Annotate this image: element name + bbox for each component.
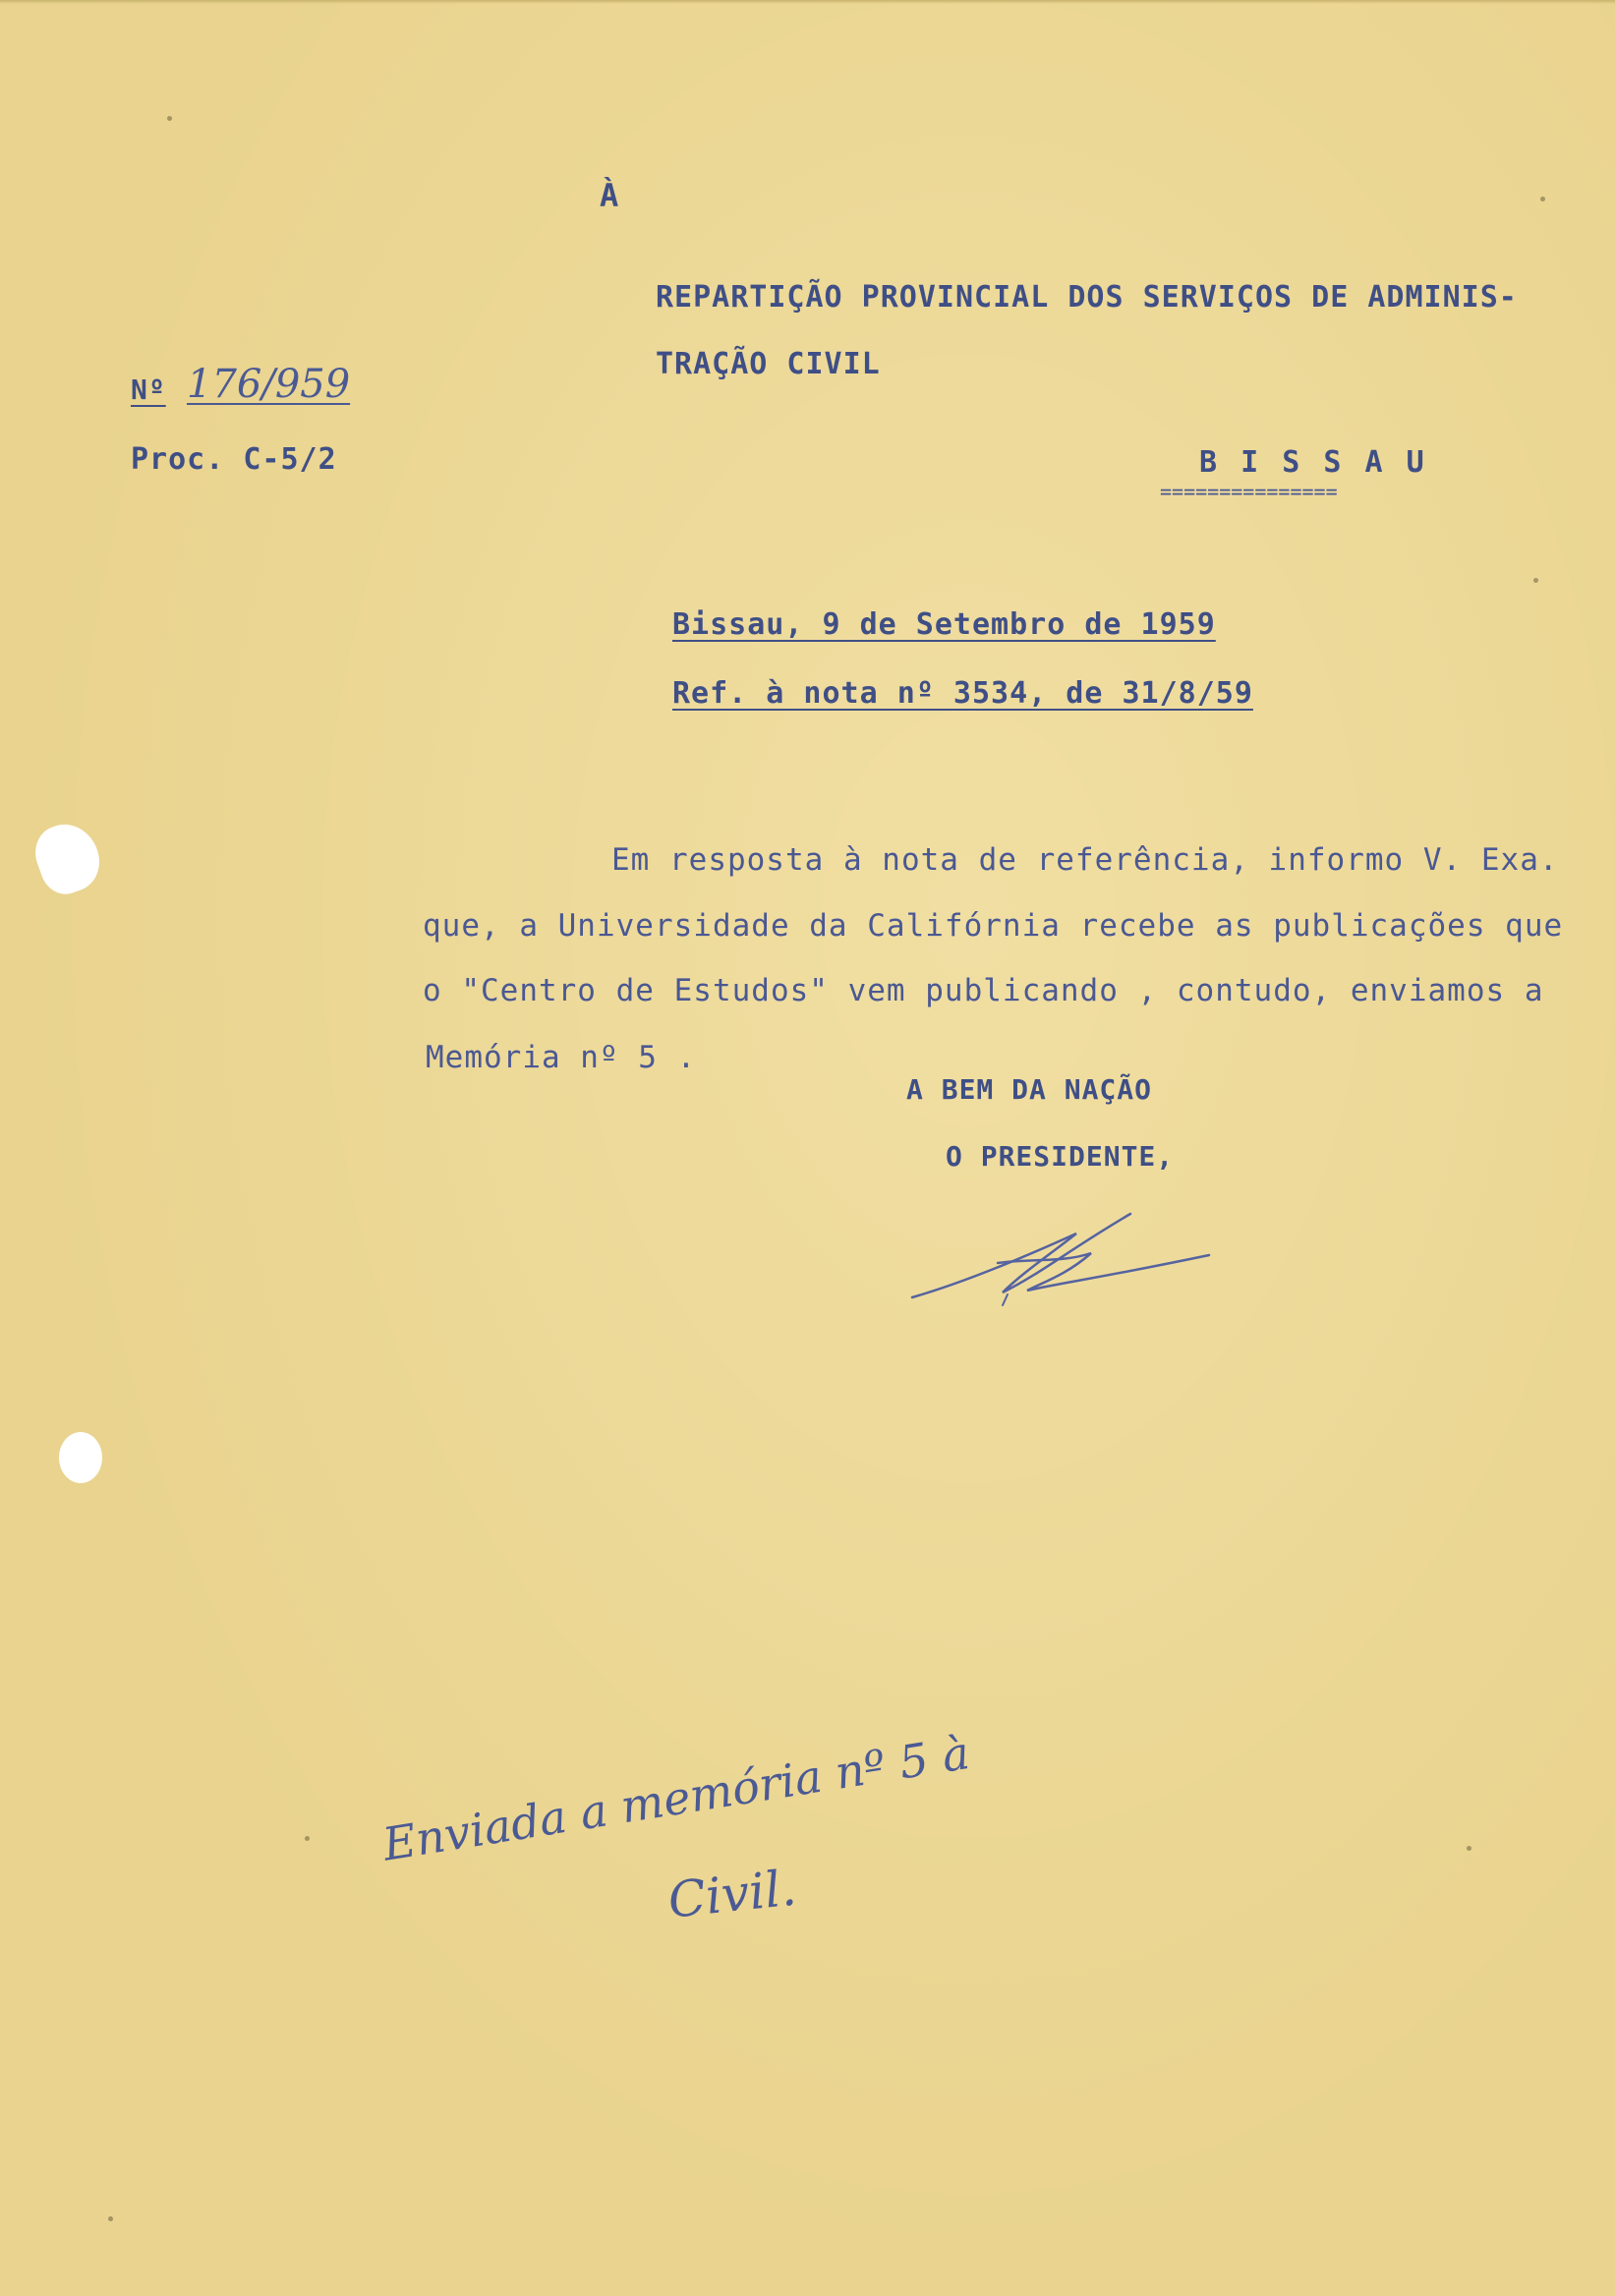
city-rule: =============== <box>1160 480 1338 503</box>
paper-speck <box>167 116 172 121</box>
reference-number-value: 176/959 <box>187 362 351 407</box>
city: B I S S A U <box>1199 445 1427 480</box>
body-line-1: Em resposta à nota de referência, informo V. Exa. <box>611 842 1559 878</box>
closing-salutation: A BEM DA NAÇÃO <box>906 1073 1153 1106</box>
date-line: Bissau, 9 de Setembro de 1959 <box>672 607 1216 642</box>
punch-hole <box>59 1432 102 1483</box>
signature <box>904 1204 1219 1312</box>
addressee-line-2: TRAÇÃO CIVIL <box>656 347 881 381</box>
paper-speck <box>305 1836 310 1841</box>
paper-speck <box>108 2216 113 2221</box>
closing-title: O PRESIDENTE, <box>946 1140 1175 1173</box>
addressee-line-1: REPARTIÇÃO PROVINCIAL DOS SERVIÇOS DE ADMINIS- <box>656 280 1518 315</box>
addressee-prefix: À <box>600 177 620 214</box>
paper-speck <box>1533 578 1538 583</box>
reference-number-label: Nº <box>131 373 166 406</box>
paper-speck <box>1540 197 1545 201</box>
body-line-3: o "Centro de Estudos" vem publicando , contudo, enviamos a <box>423 973 1544 1008</box>
process-number: Proc. C-5/2 <box>131 442 337 477</box>
tear-mark <box>28 816 108 901</box>
paper-speck <box>1467 1846 1471 1851</box>
reference-note-line: Ref. à nota nº 3534, de 31/8/59 <box>672 676 1253 711</box>
page-edge <box>0 0 1615 4</box>
body-line-4: Memória nº 5 . <box>426 1040 697 1075</box>
handwritten-annotation-line-2: Civil. <box>664 1859 799 1929</box>
handwritten-annotation-line-1: Enviada a memória nº 5 à <box>378 1726 973 1871</box>
body-line-2: que, a Universidade da Califórnia recebe as publicações que <box>423 908 1564 944</box>
